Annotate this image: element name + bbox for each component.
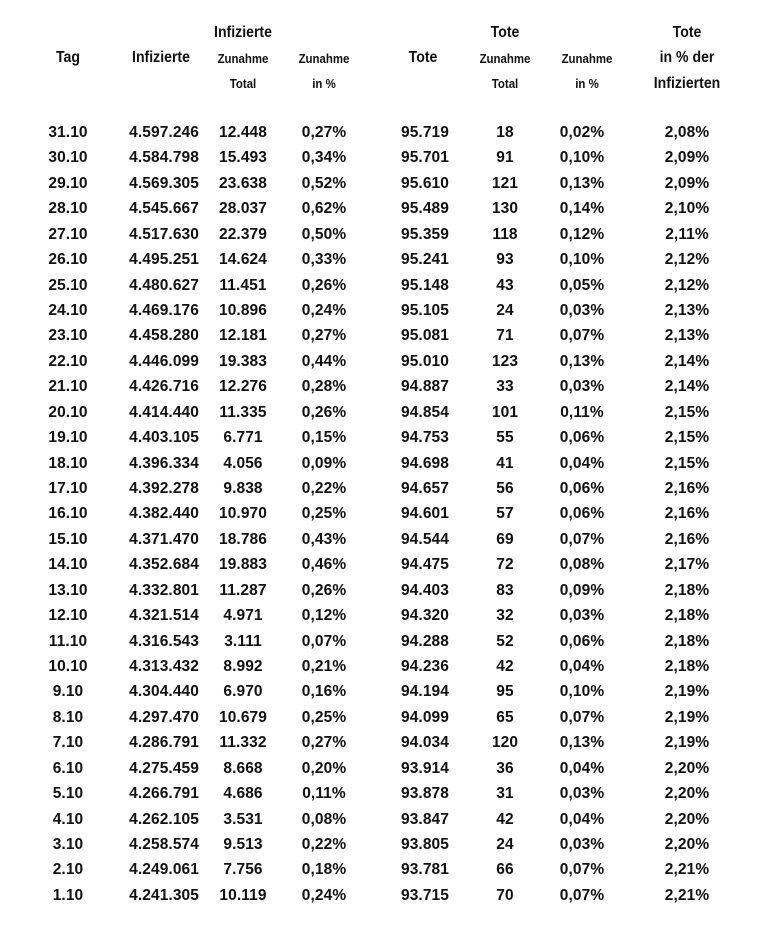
cell-tote-pct-infizierte: 2,19%: [664, 683, 710, 701]
table-row: [0, 555, 774, 575]
cell-inf-zunahme-pct: 0,43%: [301, 530, 347, 548]
cell-tote: 94.475: [400, 556, 449, 574]
cell-inf-zunahme-total: 8.668: [223, 759, 263, 777]
cell-tote-zunahme-total: 70: [496, 886, 514, 904]
cell-inf-zunahme-pct: 0,34%: [301, 149, 347, 167]
cell-infizierte: 4.249.061: [129, 861, 199, 879]
table-row: [0, 860, 774, 880]
cell-tag: 7.10: [52, 734, 84, 752]
cell-infizierte: 4.382.440: [129, 505, 199, 523]
cell-tote-zunahme-total: 71: [496, 327, 514, 345]
cell-tote: 95.081: [400, 327, 449, 345]
cell-tote-zunahme-total: 55: [496, 429, 514, 447]
table-row: [0, 326, 774, 346]
cell-tag: 5.10: [52, 785, 84, 803]
cell-tote-pct-infizierte: 2,08%: [664, 124, 710, 141]
header-inf-zunahme-pct-line2: in %: [312, 76, 336, 91]
cell-tag: 18.10: [48, 454, 88, 472]
cell-inf-zunahme-pct: 0,08%: [301, 810, 347, 828]
cell-inf-zunahme-pct: 0,33%: [301, 251, 347, 269]
cell-inf-zunahme-total: 3.111: [224, 632, 262, 650]
cell-inf-zunahme-pct: 0,44%: [301, 352, 347, 370]
cell-tote: 94.194: [400, 683, 449, 701]
cell-inf-zunahme-pct: 0,25%: [301, 708, 347, 726]
cell-tote-pct-infizierte: 2,20%: [664, 810, 710, 828]
cell-inf-zunahme-total: 11.451: [219, 276, 267, 294]
cell-inf-zunahme-pct: 0,16%: [301, 683, 347, 701]
cell-inf-zunahme-total: 12.448: [218, 124, 268, 141]
cell-tote-zunahme-total: 42: [496, 810, 514, 828]
cell-tote-pct-infizierte: 2,12%: [664, 276, 710, 294]
cell-tote: 94.601: [400, 505, 449, 523]
cell-tote: 93.781: [400, 861, 449, 879]
cell-inf-zunahme-pct: 0,11%: [302, 785, 346, 803]
cell-infizierte: 4.275.459: [129, 759, 199, 777]
cell-tote: 94.887: [400, 378, 449, 396]
cell-inf-zunahme-total: 23.638: [218, 174, 268, 192]
cell-tag: 15.10: [48, 530, 88, 548]
cell-inf-zunahme-pct: 0,27%: [301, 734, 347, 752]
cell-tag: 28.10: [48, 200, 88, 218]
cell-tote-zunahme-pct: 0,09%: [559, 581, 605, 599]
cell-infizierte: 4.352.684: [129, 556, 199, 574]
cell-tote-zunahme-pct: 0,12%: [559, 225, 605, 243]
cell-tote-zunahme-pct: 0,07%: [559, 861, 605, 879]
cell-tote: 93.847: [400, 810, 449, 828]
cell-tote: 95.610: [400, 174, 449, 192]
cell-inf-zunahme-total: 14.624: [218, 251, 268, 269]
cell-infizierte: 4.495.251: [129, 251, 199, 269]
cell-tag: 14.10: [48, 556, 88, 574]
table-row: [0, 199, 774, 219]
header-tote-zunahme-total-line2: Total: [491, 76, 519, 91]
cell-inf-zunahme-total: 15.493: [218, 149, 268, 167]
cell-infizierte: 4.584.798: [129, 149, 199, 167]
cell-tag: 25.10: [48, 276, 88, 294]
cell-infizierte: 4.297.470: [129, 708, 199, 726]
cell-inf-zunahme-pct: 0,21%: [301, 658, 347, 676]
cell-tote-pct-infizierte: 2,14%: [664, 352, 710, 370]
cell-tote-zunahme-total: 121: [491, 174, 519, 192]
cell-tote-pct-infizierte: 2,16%: [664, 480, 710, 498]
cell-tag: 17.10: [48, 480, 88, 498]
header-tote-group: Tote: [490, 24, 520, 41]
cell-tote-zunahme-total: 24: [496, 302, 514, 319]
cell-tote-zunahme-pct: 0,10%: [559, 251, 605, 269]
cell-tote-zunahme-pct: 0,03%: [559, 302, 605, 319]
cell-tote: 94.288: [400, 632, 449, 650]
cell-tote-pct-infizierte: 2,18%: [664, 581, 710, 599]
cell-tote-zunahme-total: 42: [496, 658, 514, 676]
header-tote-pct-line2: in % der: [659, 49, 715, 66]
header-inf-zunahme-pct-line1: Zunahme: [298, 51, 350, 66]
cell-tote-zunahme-total: 130: [491, 200, 519, 218]
cell-tag: 4.10: [52, 810, 84, 828]
cell-tote-pct-infizierte: 2,18%: [664, 632, 710, 650]
cell-infizierte: 4.403.105: [129, 429, 199, 447]
cell-tote-zunahme-total: 66: [496, 861, 514, 879]
cell-tote-zunahme-pct: 0,13%: [559, 734, 605, 752]
cell-inf-zunahme-total: 4.056: [223, 454, 263, 472]
table-row: [0, 708, 774, 728]
cell-tote-zunahme-total: 69: [496, 530, 514, 548]
cell-tote-zunahme-pct: 0,07%: [559, 708, 605, 726]
cell-tote-pct-infizierte: 2,18%: [664, 607, 710, 625]
cell-tote-pct-infizierte: 2,19%: [664, 708, 710, 726]
cell-tote-pct-infizierte: 2,13%: [664, 327, 710, 345]
cell-tote-pct-infizierte: 2,20%: [664, 759, 710, 777]
cell-infizierte: 4.480.627: [129, 276, 199, 294]
cell-inf-zunahme-total: 6.771: [223, 429, 263, 447]
table-row: [0, 759, 774, 779]
cell-tote-zunahme-pct: 0,10%: [559, 149, 605, 167]
cell-tote-zunahme-pct: 0,03%: [559, 785, 605, 803]
cell-inf-zunahme-total: 10.970: [218, 505, 268, 523]
cell-inf-zunahme-pct: 0,26%: [301, 403, 347, 421]
cell-inf-zunahme-total: 4.971: [223, 607, 263, 625]
table-row: [0, 174, 774, 194]
cell-tote: 94.403: [400, 581, 449, 599]
cell-tote: 93.914: [400, 759, 449, 777]
cell-tote: 95.148: [400, 276, 449, 294]
cell-tag: 26.10: [48, 251, 88, 269]
cell-inf-zunahme-total: 11.335: [219, 403, 267, 421]
cell-tote-pct-infizierte: 2,20%: [664, 836, 710, 854]
cell-infizierte: 4.332.801: [129, 581, 199, 599]
cell-tag: 11.10: [48, 632, 88, 650]
cell-tote-pct-infizierte: 2,16%: [664, 505, 710, 523]
cell-tag: 1.10: [52, 886, 84, 904]
cell-tote-zunahme-pct: 0,02%: [559, 124, 605, 141]
header-tag: Tag: [56, 49, 80, 66]
table-row: [0, 250, 774, 270]
cell-tag: 6.10: [52, 759, 84, 777]
cell-infizierte: 4.458.280: [129, 327, 199, 345]
cell-tote-zunahme-total: 118: [492, 225, 518, 243]
cell-tote-zunahme-pct: 0,07%: [559, 886, 605, 904]
header-tote-pct-line1: Tote: [672, 24, 702, 41]
cell-inf-zunahme-total: 28.037: [218, 200, 268, 218]
cell-tote-pct-infizierte: 2,15%: [664, 429, 710, 447]
cell-tote-zunahme-pct: 0,04%: [559, 454, 605, 472]
cell-inf-zunahme-pct: 0,22%: [301, 836, 347, 854]
cell-tote-pct-infizierte: 2,17%: [664, 556, 710, 574]
cell-infizierte: 4.241.305: [129, 886, 199, 904]
cell-tag: 13.10: [48, 581, 88, 599]
cell-tote-zunahme-total: 24: [496, 836, 514, 854]
cell-tote: 94.698: [400, 454, 449, 472]
cell-inf-zunahme-total: 22.379: [218, 225, 268, 243]
header-infizierte-group: Infizierte: [214, 24, 272, 41]
header-tote-zunahme-pct-line1: Zunahme: [561, 51, 613, 66]
cell-tote-pct-infizierte: 2,19%: [664, 734, 710, 752]
cell-infizierte: 4.545.667: [129, 200, 199, 218]
cell-tote: 94.854: [400, 403, 449, 421]
cell-tote-zunahme-pct: 0,08%: [559, 556, 605, 574]
cell-infizierte: 4.414.440: [129, 403, 199, 421]
cell-infizierte: 4.469.176: [129, 302, 199, 319]
cell-tote-pct-infizierte: 2,12%: [664, 251, 710, 269]
table-row: [0, 657, 774, 677]
cell-inf-zunahme-total: 4.686: [223, 785, 263, 803]
cell-tote: 95.359: [400, 225, 449, 243]
cell-inf-zunahme-pct: 0,24%: [301, 302, 347, 319]
cell-infizierte: 4.266.791: [129, 785, 199, 803]
cell-tag: 2.10: [52, 861, 84, 879]
cell-tote-zunahme-total: 72: [496, 556, 514, 574]
table-row: [0, 454, 774, 474]
table-row: [0, 784, 774, 804]
cell-tote-zunahme-pct: 0,13%: [559, 174, 605, 192]
cell-inf-zunahme-total: 18.786: [218, 530, 268, 548]
cell-tote-pct-infizierte: 2,14%: [664, 378, 710, 396]
table-row: [0, 581, 774, 601]
cell-tote: 93.805: [400, 836, 449, 854]
cell-tote-pct-infizierte: 2,15%: [664, 403, 710, 421]
cell-tote-zunahme-total: 91: [496, 149, 514, 167]
cell-tote-pct-infizierte: 2,11%: [665, 225, 709, 243]
cell-inf-zunahme-total: 10.119: [219, 886, 267, 904]
cell-tote-zunahme-total: 123: [491, 352, 519, 370]
cell-inf-zunahme-pct: 0,24%: [301, 886, 347, 904]
cell-tote: 95.105: [400, 302, 449, 319]
cell-infizierte: 4.321.514: [129, 607, 199, 625]
cell-infizierte: 4.392.278: [129, 480, 199, 498]
header-inf-zunahme-total-line1: Zunahme: [217, 51, 269, 66]
cell-infizierte: 4.371.470: [129, 530, 199, 548]
cell-inf-zunahme-pct: 0,27%: [301, 124, 347, 141]
cell-tote: 95.719: [400, 124, 449, 141]
table-row: [0, 352, 774, 372]
table-row: [0, 428, 774, 448]
cell-tag: 29.10: [48, 174, 88, 192]
cell-infizierte: 4.316.543: [129, 632, 199, 650]
table-row: [0, 632, 774, 652]
cell-inf-zunahme-pct: 0,26%: [301, 581, 347, 599]
table-row: [0, 301, 774, 321]
cell-infizierte: 4.517.630: [129, 225, 199, 243]
cell-tote-zunahme-pct: 0,04%: [559, 810, 605, 828]
cell-tote-zunahme-total: 101: [491, 403, 519, 421]
table-row: [0, 835, 774, 855]
cell-tag: 21.10: [48, 378, 88, 396]
cell-inf-zunahme-pct: 0,12%: [301, 607, 347, 625]
cell-inf-zunahme-total: 8.992: [223, 658, 263, 676]
table-row: [0, 530, 774, 550]
cell-inf-zunahme-pct: 0,25%: [301, 505, 347, 523]
cell-tote: 95.701: [400, 149, 449, 167]
cell-tote-pct-infizierte: 2,15%: [664, 454, 710, 472]
cell-infizierte: 4.304.440: [129, 683, 199, 701]
cell-tote-zunahme-pct: 0,07%: [559, 530, 605, 548]
cell-tag: 20.10: [48, 403, 88, 421]
cell-tag: 3.10: [52, 836, 84, 854]
cell-tote-zunahme-total: 18: [496, 124, 514, 141]
cell-infizierte: 4.446.099: [129, 352, 199, 370]
cell-tag: 8.10: [52, 708, 84, 726]
cell-tote-zunahme-total: 52: [496, 632, 514, 650]
cell-inf-zunahme-total: 7.756: [223, 861, 263, 879]
cell-tote-zunahme-pct: 0,13%: [559, 352, 605, 370]
cell-tote-pct-infizierte: 2,13%: [664, 302, 710, 319]
cell-inf-zunahme-total: 12.181: [218, 327, 268, 345]
cell-inf-zunahme-total: 12.276: [218, 378, 268, 396]
table-row: [0, 123, 774, 143]
cell-tote-pct-infizierte: 2,18%: [664, 658, 710, 676]
cell-inf-zunahme-total: 19.383: [218, 352, 268, 370]
table-row: [0, 225, 774, 245]
cell-tote-pct-infizierte: 2,09%: [664, 174, 710, 192]
cell-tote-zunahme-total: 31: [496, 785, 514, 803]
table-row: [0, 276, 774, 296]
cell-tote-zunahme-total: 83: [496, 581, 514, 599]
cell-tote-zunahme-total: 32: [496, 607, 514, 625]
cell-infizierte: 4.286.791: [129, 734, 199, 752]
cell-tote-zunahme-pct: 0,03%: [559, 607, 605, 625]
cell-inf-zunahme-pct: 0,15%: [301, 429, 347, 447]
cell-tote: 95.489: [400, 200, 449, 218]
header-tote-pct-line3: Infizierten: [653, 75, 721, 92]
cell-tote-zunahme-pct: 0,04%: [559, 658, 605, 676]
cell-inf-zunahme-total: 9.838: [223, 480, 263, 498]
cell-infizierte: 4.262.105: [129, 810, 199, 828]
table-row: [0, 886, 774, 906]
cell-tote: 95.241: [400, 251, 449, 269]
cell-tote-zunahme-total: 93: [496, 251, 514, 269]
table-row: [0, 606, 774, 626]
cell-tag: 22.10: [48, 352, 88, 370]
cell-tote-zunahme-pct: 0,14%: [559, 200, 605, 218]
table-row: [0, 733, 774, 753]
cell-inf-zunahme-pct: 0,50%: [301, 225, 347, 243]
cell-tote-zunahme-pct: 0,03%: [559, 836, 605, 854]
cell-inf-zunahme-pct: 0,52%: [301, 174, 347, 192]
table-row: [0, 148, 774, 168]
cell-tote-pct-infizierte: 2,09%: [664, 149, 710, 167]
cell-infizierte: 4.258.574: [129, 836, 199, 854]
cell-tag: 27.10: [48, 225, 88, 243]
cell-inf-zunahme-total: 6.970: [223, 683, 263, 701]
cell-tote: 93.715: [400, 886, 449, 904]
table-row: [0, 377, 774, 397]
cell-tote-zunahme-total: 65: [496, 708, 514, 726]
cell-inf-zunahme-pct: 0,18%: [301, 861, 347, 879]
cell-tag: 23.10: [48, 327, 88, 345]
cell-tag: 31.10: [48, 124, 88, 141]
cell-tote-zunahme-total: 41: [496, 454, 514, 472]
cell-tote: 94.753: [400, 429, 449, 447]
header-tote: Tote: [408, 49, 438, 66]
cell-tote: 94.236: [400, 658, 449, 676]
cell-infizierte: 4.313.432: [129, 658, 199, 676]
cell-tote-pct-infizierte: 2,10%: [664, 200, 710, 218]
table-row: [0, 810, 774, 830]
cell-inf-zunahme-pct: 0,20%: [301, 759, 347, 777]
cell-tag: 16.10: [48, 505, 88, 523]
cell-inf-zunahme-pct: 0,26%: [301, 276, 347, 294]
cell-tote-zunahme-pct: 0,05%: [559, 276, 605, 294]
cell-tote-zunahme-pct: 0,04%: [559, 759, 605, 777]
cell-tote-pct-infizierte: 2,16%: [664, 530, 710, 548]
header-tote-zunahme-pct-line2: in %: [575, 76, 599, 91]
cell-tote-zunahme-total: 43: [496, 276, 514, 294]
cell-tote: 94.657: [400, 480, 449, 498]
cell-tote-zunahme-total: 120: [491, 734, 519, 752]
cell-infizierte: 4.426.716: [129, 378, 199, 396]
cell-infizierte: 4.597.246: [129, 124, 199, 141]
table-row: [0, 403, 774, 423]
cell-tote-zunahme-total: 95: [496, 683, 514, 701]
cell-infizierte: 4.396.334: [129, 454, 199, 472]
cell-tag: 10.10: [48, 658, 88, 676]
cell-tote: 94.544: [400, 530, 449, 548]
header-tote-zunahme-total-line1: Zunahme: [479, 51, 531, 66]
cell-tote: 94.034: [400, 734, 449, 752]
cell-inf-zunahme-total: 3.531: [223, 810, 263, 828]
cell-tote-zunahme-pct: 0,11%: [560, 403, 604, 421]
cell-tote-zunahme-pct: 0,03%: [559, 378, 605, 396]
cell-inf-zunahme-pct: 0,09%: [301, 454, 347, 472]
cell-tote-zunahme-total: 56: [496, 480, 514, 498]
cell-inf-zunahme-pct: 0,62%: [301, 200, 347, 218]
cell-tote-zunahme-total: 36: [496, 759, 514, 777]
cell-tote: 93.878: [400, 785, 449, 803]
cell-tote: 94.099: [400, 708, 449, 726]
cell-inf-zunahme-pct: 0,46%: [301, 556, 347, 574]
cell-tote-pct-infizierte: 2,20%: [664, 785, 710, 803]
cell-tote-zunahme-pct: 0,06%: [559, 480, 605, 498]
cell-inf-zunahme-total: 19.883: [218, 556, 268, 574]
cell-inf-zunahme-total: 9.513: [223, 836, 263, 854]
header-infizierte: Infizierte: [132, 49, 190, 66]
cell-inf-zunahme-total: 11.332: [219, 734, 267, 752]
header-inf-zunahme-total-line2: Total: [229, 76, 257, 91]
table-row: [0, 504, 774, 524]
cell-tote-zunahme-pct: 0,07%: [559, 327, 605, 345]
cell-tote-pct-infizierte: 2,21%: [664, 886, 710, 904]
cell-tote-zunahme-pct: 0,10%: [559, 683, 605, 701]
cell-inf-zunahme-total: 10.679: [218, 708, 268, 726]
cell-tag: 30.10: [48, 149, 88, 167]
table-row: [0, 682, 774, 702]
cell-inf-zunahme-pct: 0,28%: [301, 378, 347, 396]
cell-inf-zunahme-total: 10.896: [218, 302, 268, 319]
cell-tag: 19.10: [48, 429, 88, 447]
cell-tote: 94.320: [400, 607, 449, 625]
cell-tag: 9.10: [52, 683, 84, 701]
cell-tag: 12.10: [48, 607, 88, 625]
cell-tote-zunahme-pct: 0,06%: [559, 429, 605, 447]
table-row: [0, 479, 774, 499]
cell-tote-zunahme-pct: 0,06%: [559, 505, 605, 523]
cell-inf-zunahme-pct: 0,07%: [301, 632, 347, 650]
cell-tote: 95.010: [400, 352, 449, 370]
cell-tote-zunahme-total: 57: [496, 505, 514, 523]
cell-inf-zunahme-pct: 0,22%: [301, 480, 347, 498]
cell-inf-zunahme-pct: 0,27%: [301, 327, 347, 345]
cell-tag: 24.10: [48, 302, 88, 319]
cell-tote-pct-infizierte: 2,21%: [664, 861, 710, 879]
cell-tote-zunahme-pct: 0,06%: [559, 632, 605, 650]
cell-tote-zunahme-total: 33: [496, 378, 514, 396]
cell-inf-zunahme-total: 11.287: [219, 581, 267, 599]
cell-infizierte: 4.569.305: [129, 174, 199, 192]
